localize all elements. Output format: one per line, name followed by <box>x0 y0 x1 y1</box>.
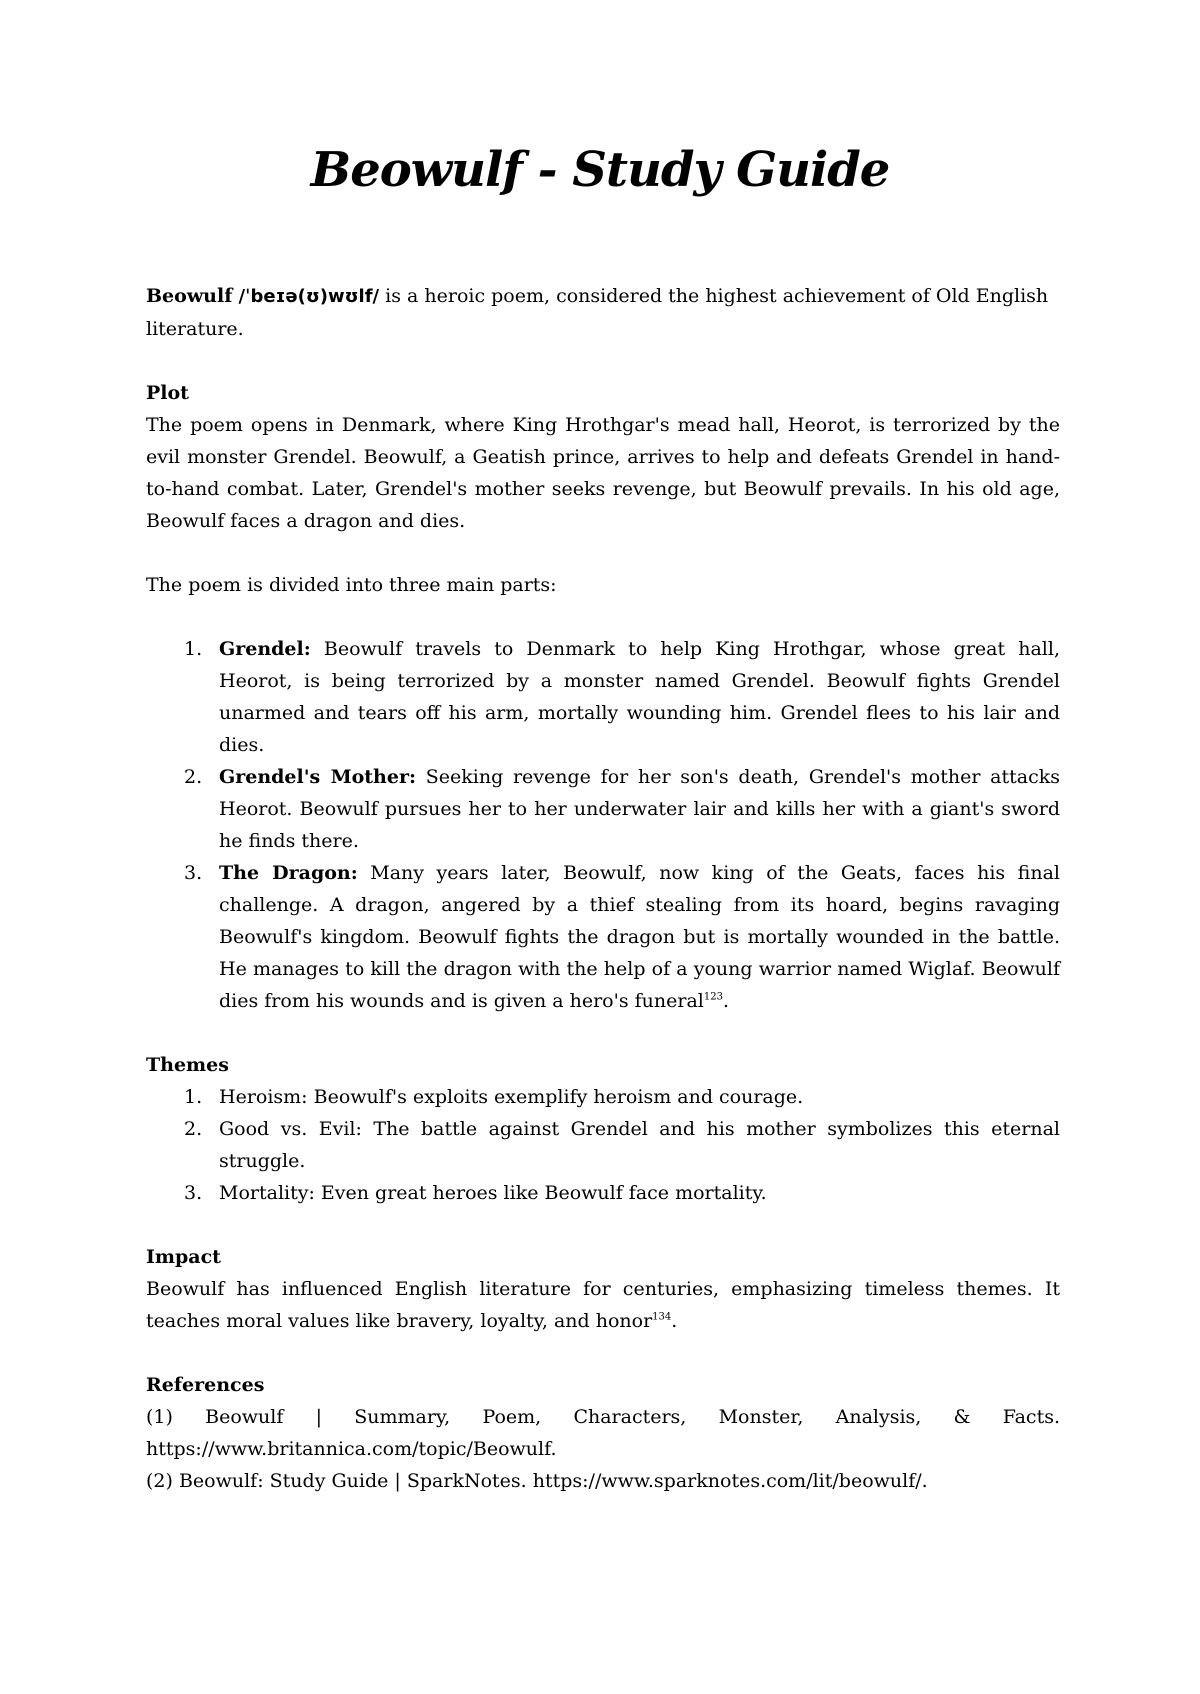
part-tail: . <box>722 990 730 1012</box>
parts-list <box>146 633 1060 1017</box>
impact-heading: Impact <box>146 1246 221 1268</box>
part-label: Grendel: <box>219 638 311 660</box>
list-number: 3. <box>184 862 203 884</box>
document-title: Beowulf - Study Guide <box>310 142 890 198</box>
list-item <box>146 761 1060 857</box>
part-text: Seeking revenge for her son's death, Grendel's mother attacks Heorot. Beowulf pursues her to her underwater lair and kills her with a giant's sword he finds there. <box>219 766 1060 852</box>
reference-item: (2) Beowulf: Study Guide | SparkNotes. https://www.sparknotes.com/lit/beowulf/. <box>146 1470 928 1492</box>
reference-item: (1) Beowulf | Summary, Poem, Characters, Monster, Analysis, & Facts. https://www.britannica.com/topic/Beowulf. <box>146 1406 1060 1460</box>
theme-text: Good vs. Evil: The battle against Grendel and his mother symbolizes this eternal struggle. <box>219 1118 1060 1172</box>
impact-paragraph <box>146 1273 1060 1337</box>
parts-intro: The poem is divided into three main parts: <box>146 574 557 596</box>
list-number: 3. <box>184 1182 203 1204</box>
citation-marker: 123 <box>703 991 723 1003</box>
impact-text: Beowulf has influenced English literature for centuries, emphasizing timeless themes. It teaches moral values like bravery, loyalty, and honor <box>146 1278 1060 1332</box>
themes-list <box>146 1081 1060 1209</box>
themes-heading: Themes <box>146 1054 229 1076</box>
list-number: 1. <box>184 1086 203 1108</box>
list-item <box>146 857 1060 1017</box>
list-item <box>146 1081 1060 1113</box>
intro-pronunciation: /ˈbeɪə(ʊ)wʊlf/ <box>238 286 380 307</box>
theme-text: Mortality: Even great heroes like Beowulf face mortality. <box>219 1182 767 1204</box>
part-text: Beowulf travels to Denmark to help King Hrothgar, whose great hall, Heorot, is being terrorized by a monster named Grendel. Beowulf fights Grendel unarmed and tears off his arm, mortally wounding him. Grendel flees to his lair and dies. <box>219 638 1060 756</box>
list-item <box>146 633 1060 761</box>
list-number: 2. <box>184 766 203 788</box>
citation-marker: 134 <box>652 1311 672 1323</box>
part-label: Grendel's Mother: <box>219 766 416 788</box>
references-heading: References <box>146 1374 265 1396</box>
list-number: 2. <box>184 1118 203 1140</box>
plot-paragraph: The poem opens in Denmark, where King Hrothgar's mead hall, Heorot, is terrorized by the evil monster Grendel. Beowulf, a Geatish prince, arrives to help and defeats Grendel in hand-to-hand combat. Later, Grendel's mother seeks revenge, but Beowulf prevails. In his old age, Beowulf faces a dragon and dies. <box>146 414 1060 532</box>
list-number: 1. <box>184 638 203 660</box>
document-body <box>146 280 1060 1497</box>
intro-text: is a heroic poem, considered the highest achievement of Old English literature. <box>146 285 1049 340</box>
intro-term: Beowulf <box>146 285 233 307</box>
part-text: Many years later, Beowulf, now king of the Geats, faces his final challenge. A dragon, angered by a thief stealing from its hoard, begins ravaging Beowulf's kingdom. Beowulf fights the dragon but is mortally wounded in the battle. He manages to kill the dragon with the help of a young warrior named Wiglaf. Beowulf dies from his wounds and is given a hero's funeral <box>219 862 1060 1012</box>
part-label: The Dragon: <box>219 862 358 884</box>
impact-tail: . <box>671 1310 678 1332</box>
theme-text: Heroism: Beowulf's exploits exemplify heroism and courage. <box>219 1086 804 1108</box>
list-item <box>146 1177 1060 1209</box>
intro-paragraph <box>146 280 1060 345</box>
plot-heading: Plot <box>146 382 189 404</box>
list-item <box>146 1113 1060 1177</box>
